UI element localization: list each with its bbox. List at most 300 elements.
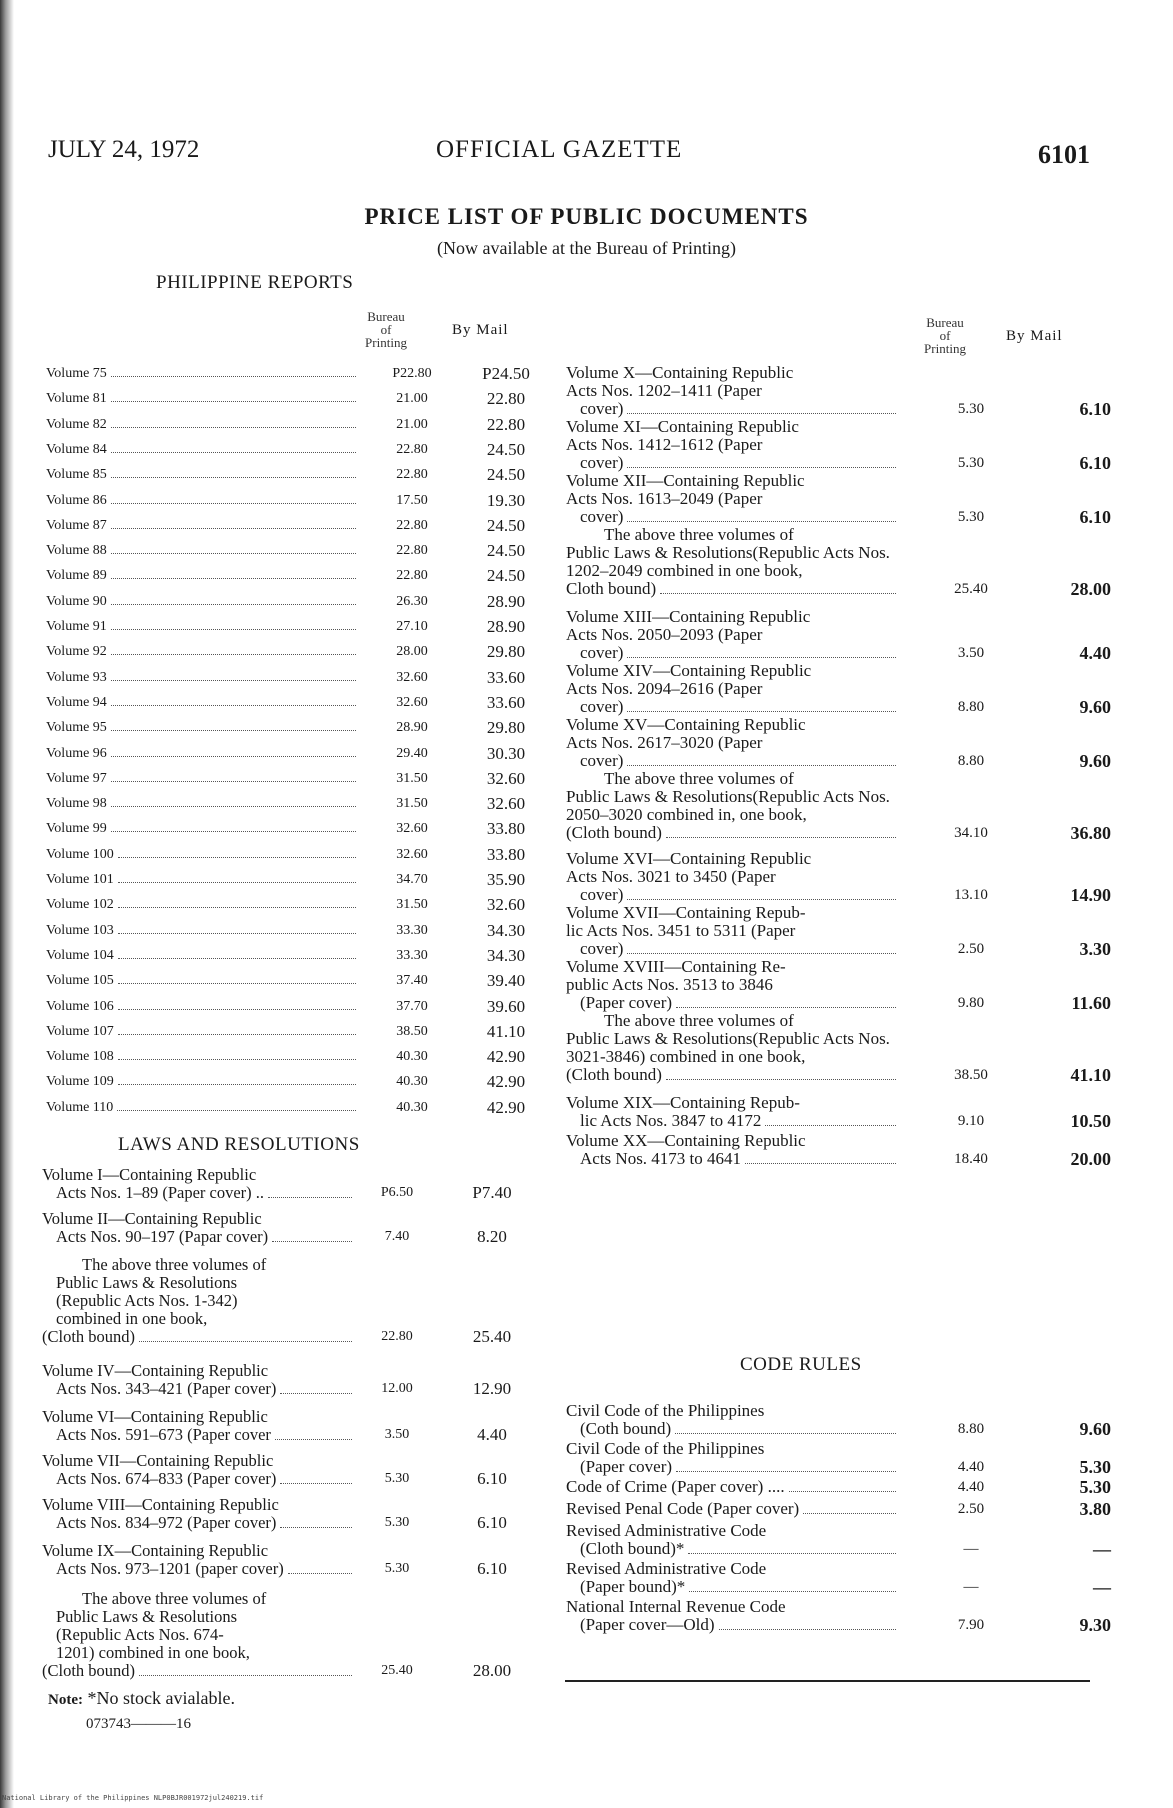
report-row [46, 1020, 566, 1045]
entry-last-line: (Cloth bound) [566, 1065, 662, 1084]
entry-mail-price: 5.30 [1079, 1457, 1111, 1477]
bottom-rule [565, 1680, 1090, 1682]
report-row [46, 995, 566, 1020]
entry-mail-price: 28.00 [472, 1661, 512, 1680]
entry-line: Volume XI—Containing Republic [566, 417, 799, 436]
report-label: Volume 87 [46, 518, 356, 534]
entry-line: Volume XIX—Containing Repub- [566, 1093, 800, 1112]
right-entries-entry [566, 903, 1111, 959]
entry-line: Volume XII—Containing Republic [566, 471, 805, 490]
report-label: Volume 101 [46, 872, 356, 888]
entry-last-line: cover) [580, 885, 624, 904]
report-bureau-price: 37.70 [396, 998, 428, 1014]
laws-entry [42, 1408, 552, 1444]
col-header-mail-left: By Mail [452, 322, 509, 338]
entry-mail-price: 3.30 [1079, 939, 1111, 959]
col-header-mail-right: By Mail [1006, 328, 1063, 344]
print-code: 073743———16 [86, 1716, 191, 1732]
entry-line: Acts Nos. 2617–3020 (Paper [566, 733, 763, 752]
report-row [46, 1096, 566, 1121]
report-mail-price: 35.90 [486, 870, 526, 889]
report-row [46, 893, 566, 918]
report-row [46, 716, 566, 741]
report-mail-price: 28.90 [486, 617, 526, 636]
report-bureau-price: 34.70 [396, 872, 428, 887]
code-entries-entry [566, 1521, 1111, 1559]
entry-bureau-price: 2.50 [957, 941, 985, 957]
col-header-bureau-line3: Printing [365, 335, 407, 350]
right-entries-entry [566, 769, 1111, 843]
report-mail-price: 33.60 [486, 667, 526, 687]
entry-line: 2049 combined in one book, [608, 561, 803, 580]
report-row [46, 1070, 566, 1095]
entry-bureau-price: 7.40 [384, 1229, 410, 1244]
entry-line: Acts Nos. 2094–2616 (Paper [566, 679, 763, 698]
entry-mail-price: 6.10 [1079, 399, 1111, 419]
scan-edge [0, 0, 14, 1808]
right-entries-entry [566, 525, 1111, 599]
right-entries-entry [566, 957, 1111, 1013]
report-bureau-price: 22.80 [396, 517, 428, 533]
entry-bureau-price: 7.90 [957, 1617, 985, 1633]
report-mail-price: 32.60 [486, 794, 526, 814]
entry-line: (Republic Acts Nos. 2050– [566, 787, 890, 824]
entry-last-line: lic Acts Nos. 3847 to 4172 [580, 1111, 762, 1130]
report-row [46, 666, 566, 691]
footnote-label: Note: [48, 1692, 83, 1708]
right-entries-entry [566, 1093, 1111, 1131]
right-entries-entry [566, 661, 1111, 717]
entry-line: The above three volumes of [82, 1255, 267, 1274]
page-number: 6101 [1038, 140, 1090, 169]
entry-bureau-price: 5.30 [384, 1561, 410, 1576]
entry-mail-price: 9.60 [1079, 751, 1111, 771]
report-bureau-price: 31.50 [396, 897, 428, 913]
entry-line: 1201) combined in one book, [56, 1643, 250, 1662]
report-label: Volume 85 [46, 467, 356, 483]
report-mail-price: 24.50 [486, 541, 526, 561]
right-volumes-list [566, 363, 1111, 1324]
right-entries-entry [566, 363, 1111, 419]
entry-mail-price: P7.40 [472, 1183, 512, 1202]
report-mail-price: 30.30 [486, 743, 526, 763]
report-bureau-price: 32.60 [396, 846, 428, 862]
report-row [46, 438, 566, 463]
entry-line: Volume XIII—Containing Republic [566, 607, 811, 626]
entry-bureau-price: — [963, 1579, 979, 1595]
report-mail-price: 29.80 [486, 642, 526, 662]
report-bureau-price: 40.30 [396, 1049, 428, 1065]
footnote [48, 1688, 235, 1709]
report-bureau-price: 40.30 [396, 1099, 428, 1115]
entry-last-line: cover) [580, 507, 624, 526]
report-label: Volume 99 [46, 821, 356, 837]
right-entries-entry [566, 471, 1111, 527]
entry-bureau-price: 3.50 [957, 645, 985, 661]
report-mail-price: 24.50 [486, 465, 526, 485]
entry-line: Volume XV—Containing Republic [566, 715, 806, 734]
entry-line: 3020 combined in, one book, [608, 805, 807, 824]
entry-bureau-price: 5.30 [957, 401, 985, 417]
report-label: Volume 88 [46, 543, 356, 559]
report-row [46, 742, 566, 767]
entry-mail-price: 6.10 [477, 1559, 507, 1578]
report-label: Volume 95 [46, 720, 356, 736]
report-label: Volume 84 [46, 442, 356, 458]
col-header-bureau-line1: Bureau [926, 315, 964, 330]
report-bureau-price: 21.00 [396, 391, 428, 407]
report-row [46, 590, 566, 615]
entry-mail-price: 41.10 [1070, 1065, 1111, 1085]
entry-bureau-price: 13.10 [954, 887, 988, 903]
report-label: Volume 98 [46, 796, 356, 812]
report-label: Volume 96 [46, 746, 356, 762]
entry-bureau-price: 9.10 [957, 1113, 985, 1129]
entry-line: combined in one book, [56, 1309, 208, 1328]
document-title: PRICE LIST OF PUBLIC DOCUMENTS [364, 204, 809, 229]
report-bureau-price: 21.00 [396, 416, 428, 432]
report-mail-price: 33.80 [486, 844, 526, 864]
philippine-reports-list [46, 362, 566, 1122]
entry-last-line: Acts Nos. 973–1201 (paper cover) [56, 1559, 284, 1578]
report-label: Volume 109 [46, 1074, 356, 1090]
entry-line: public Acts Nos. 3513 to 3846 [566, 975, 773, 994]
entry-last-line: Acts Nos. 834–972 (Paper cover) [56, 1513, 277, 1532]
laws-resolutions-list [42, 1165, 552, 1680]
section-code-rules: CODE RULES [740, 1354, 862, 1375]
entry-last-line: Acts Nos. 591–673 (Paper cover [56, 1425, 271, 1444]
report-label: Volume 93 [46, 670, 356, 686]
report-row [46, 944, 566, 969]
report-row [46, 463, 566, 488]
publication-title: OFFICIAL GAZETTE [436, 136, 683, 163]
report-label: Volume 108 [46, 1049, 356, 1065]
right-entries-entry [566, 715, 1111, 771]
report-label: Volume 97 [46, 771, 356, 787]
entry-mail-price: 10.50 [1070, 1111, 1111, 1131]
entry-mail-price: 28.00 [1070, 579, 1111, 599]
entry-last-line: (Paper cover) [580, 993, 673, 1012]
laws-entry [42, 1496, 552, 1532]
report-row [46, 564, 566, 589]
code-entries-entry [566, 1477, 1111, 1497]
entry-line: Acts Nos. 1412–1612 (Paper [566, 435, 763, 454]
entry-last-line: cover) [580, 939, 624, 958]
entry-mail-price: — [1093, 1539, 1111, 1559]
laws-entry [42, 1362, 552, 1398]
entry-bureau-price: 8.80 [957, 753, 985, 769]
report-label: Volume 105 [46, 973, 356, 989]
col-header-bureau-line1: Bureau [367, 309, 405, 324]
entry-mail-price: 9.30 [1079, 1615, 1111, 1635]
laws-entry [42, 1542, 552, 1578]
entry-mail-price: 36.80 [1070, 823, 1111, 843]
entry-bureau-price: 9.80 [957, 995, 985, 1011]
report-row [46, 919, 566, 944]
code-entries-entry [566, 1439, 1111, 1477]
entry-last-line: (Cloth bound) [566, 823, 662, 842]
entry-line: Volume XX—Containing Republic [566, 1131, 806, 1150]
entry-last-line: Code of Crime (Paper cover) .... [566, 1477, 785, 1496]
report-row [46, 1045, 566, 1070]
report-row [46, 514, 566, 539]
entry-bureau-price: 5.30 [957, 455, 985, 471]
report-row [46, 539, 566, 564]
report-label: Volume 90 [46, 594, 356, 610]
report-bureau-price: 32.60 [396, 694, 428, 710]
report-mail-price: 22.80 [486, 414, 526, 434]
report-mail-price: 34.30 [486, 920, 526, 940]
entry-mail-price: 9.60 [1079, 1419, 1111, 1439]
entry-last-line: cover) [580, 751, 624, 770]
document-subtitle: (Now available at the Bureau of Printing) [437, 238, 736, 258]
report-bureau-price: 38.50 [396, 1023, 428, 1039]
report-bureau-price: 27.10 [396, 619, 428, 634]
entry-line: Volume IX—Containing Republic [42, 1541, 269, 1560]
report-mail-price: 33.80 [486, 819, 526, 839]
entry-bureau-price: 2.50 [957, 1501, 985, 1517]
entry-line: The above three volumes of [604, 1011, 794, 1030]
entry-line: Volume XVI—Containing Republic [566, 849, 812, 868]
entry-bureau-price: 5.30 [957, 509, 985, 525]
report-label: Volume 106 [46, 999, 356, 1015]
report-row [46, 691, 566, 716]
scan-footer: National Library of the Philippines NLP0BJR001972jul240219.tif [2, 1794, 264, 1802]
entry-line: Volume X—Containing Republic [566, 363, 794, 382]
entry-bureau-price: 5.30 [384, 1471, 410, 1486]
code-rules-list [566, 1401, 1111, 1678]
entry-last-line: (Paper cover—Old) [580, 1615, 715, 1634]
report-bureau-price: 31.50 [396, 796, 428, 812]
entry-last-line: (Coth bound) [580, 1419, 672, 1438]
report-bureau-price: 33.30 [396, 947, 428, 963]
report-label: Volume 92 [46, 644, 356, 660]
code-entries-entry [566, 1401, 1111, 1439]
entry-bureau-price: 18.40 [954, 1151, 988, 1167]
report-bureau-price: 32.60 [396, 821, 428, 837]
right-entries-entry [566, 417, 1111, 473]
entry-bureau-price: 4.40 [957, 1479, 985, 1495]
col-header-bureau-line2: of [939, 328, 951, 343]
report-bureau-price: 22.80 [396, 467, 428, 483]
col-header-bureau-right [912, 316, 978, 355]
entry-last-line: cover) [580, 643, 624, 662]
entry-line: Volume II—Containing Republic [42, 1209, 262, 1228]
report-mail-price: 32.60 [486, 895, 526, 915]
laws-entry [42, 1210, 552, 1246]
entry-line: Civil Code of the Philippines [566, 1401, 765, 1420]
report-label: Volume 91 [46, 619, 356, 635]
issue-date: JULY 24, 1972 [48, 136, 200, 163]
entry-line: National Internal Revenue Code [566, 1597, 786, 1616]
entry-last-line: (Cloth bound) [42, 1661, 136, 1680]
entry-bureau-price: 3.50 [384, 1427, 410, 1442]
report-mail-price: 41.10 [486, 1021, 526, 1041]
report-mail-price: 42.90 [486, 1097, 526, 1117]
entry-line: Volume XVIII—Containing Re- [566, 957, 786, 976]
report-bureau-price: 32.60 [396, 669, 428, 685]
entry-last-line: Acts Nos. 4173 to 4641 [580, 1149, 742, 1168]
entry-last-line: Acts Nos. 343–421 (Paper cover) [56, 1379, 277, 1398]
entry-mail-price: 25.40 [472, 1327, 512, 1346]
report-row [46, 489, 566, 514]
report-bureau-price: 26.30 [396, 593, 428, 609]
report-mail-price: 24.50 [486, 439, 526, 459]
report-label: Volume 103 [46, 923, 356, 939]
entry-line: Public Laws & Resolutions [566, 787, 753, 806]
report-mail-price: P24.50 [482, 364, 530, 383]
report-label: Volume 86 [46, 493, 356, 509]
report-mail-price: 24.50 [486, 515, 526, 535]
entry-line: lic Acts Nos. 3451 to 5311 (Paper [566, 921, 796, 940]
section-philippine-reports: PHILIPPINE REPORTS [156, 272, 354, 293]
report-label: Volume 94 [46, 695, 356, 711]
entry-line: (Republic Acts Nos. 1-342) [56, 1291, 238, 1310]
entry-last-line: (Cloth bound) [42, 1327, 136, 1346]
entry-mail-price: 6.10 [1079, 453, 1111, 473]
entry-mail-price: 9.60 [1079, 697, 1111, 717]
report-row [46, 615, 566, 640]
report-mail-price: 24.50 [486, 566, 526, 586]
col-header-bureau-line3: Printing [924, 341, 966, 356]
report-mail-price: 39.40 [486, 971, 526, 991]
entry-last-line: cover) [580, 453, 624, 472]
code-entries-entry [566, 1499, 1111, 1519]
entry-last-line: cover) [580, 697, 624, 716]
entry-line: 3846) combined in one book, [605, 1047, 806, 1066]
report-mail-price: 39.60 [486, 996, 526, 1016]
entry-mail-price: 5.30 [1079, 1477, 1111, 1497]
report-label: Volume 75 [46, 366, 356, 382]
entry-line: Acts Nos. 1613–2049 (Paper [566, 489, 763, 508]
entry-line: Revised Administrative Code [566, 1521, 767, 1540]
laws-entry [42, 1166, 552, 1202]
report-label: Volume 107 [46, 1024, 356, 1040]
entry-bureau-price: 25.40 [954, 581, 988, 597]
entry-mail-price: 6.10 [477, 1513, 507, 1532]
report-row [46, 362, 566, 387]
entry-line: (Republic Acts Nos. 3021- [566, 1029, 890, 1066]
report-label: Volume 110 [46, 1100, 356, 1116]
entry-line: Revised Administrative Code [566, 1559, 767, 1578]
entry-line: Volume XIV—Containing Republic [566, 661, 812, 680]
entry-mail-price: 4.40 [1079, 643, 1111, 663]
entry-bureau-price: — [963, 1541, 979, 1557]
report-bureau-price: 22.80 [396, 543, 428, 559]
entry-bureau-price: 34.10 [954, 825, 988, 841]
code-entries-entry [566, 1559, 1111, 1597]
right-entries-entry [566, 849, 1111, 905]
entry-line: Volume I—Containing Republic [42, 1165, 257, 1184]
report-row [46, 413, 566, 438]
footnote-text: *No stock avialable. [87, 1688, 235, 1708]
report-row [46, 792, 566, 817]
report-bureau-price: 28.90 [396, 720, 428, 736]
entry-mail-price: 4.40 [477, 1425, 507, 1444]
report-label: Volume 104 [46, 948, 356, 964]
report-bureau-price: 28.00 [396, 644, 428, 660]
entry-mail-price: 14.90 [1070, 885, 1111, 905]
report-bureau-price: 33.30 [396, 922, 428, 938]
entry-bureau-price: 22.80 [381, 1329, 413, 1344]
entry-mail-price: 3.80 [1079, 1499, 1111, 1519]
entry-line: Acts Nos. 3021 to 3450 (Paper [566, 867, 776, 886]
report-bureau-price: P22.80 [392, 366, 432, 381]
report-label: Volume 102 [46, 897, 356, 913]
laws-entry [42, 1452, 552, 1488]
entry-line: Public Laws & Resolutions [566, 1029, 753, 1048]
entry-line: Volume XVII—Containing Repub- [566, 903, 806, 922]
report-bureau-price: 17.50 [396, 492, 428, 508]
report-mail-price: 33.60 [486, 692, 526, 712]
report-row [46, 843, 566, 868]
entry-mail-price: — [1093, 1577, 1111, 1597]
entry-line: Public Laws & Resolutions [56, 1607, 238, 1626]
entry-bureau-price: 12.00 [381, 1381, 413, 1396]
report-row [46, 868, 566, 893]
entry-line: Acts Nos. 1202–1411 (Paper [566, 381, 762, 400]
entry-last-line: Revised Penal Code (Paper cover) [566, 1499, 800, 1518]
entry-line: Volume VIII—Containing Republic [42, 1495, 279, 1514]
report-row [46, 969, 566, 994]
entry-line: (Republic Acts Nos. 674- [56, 1625, 224, 1644]
entry-last-line: Cloth bound) [566, 579, 657, 598]
report-mail-price: 42.90 [486, 1047, 526, 1067]
entry-line: Public Laws & Resolutions [56, 1273, 238, 1292]
entry-mail-price: 11.60 [1071, 993, 1111, 1013]
report-row [46, 817, 566, 842]
col-header-bureau-line2: of [380, 322, 392, 337]
laws-entry [42, 1256, 552, 1346]
entry-mail-price: 6.10 [1079, 507, 1111, 527]
report-label: Volume 81 [46, 391, 356, 407]
entry-last-line: (Paper cover) [580, 1457, 673, 1476]
report-row [46, 640, 566, 665]
right-entries-entry [566, 607, 1111, 663]
entry-line: The above three volumes of [604, 769, 794, 788]
right-entries-entry [566, 1011, 1111, 1085]
report-mail-price: 28.90 [486, 591, 526, 611]
entry-line: Volume VI—Containing Republic [42, 1407, 268, 1426]
report-bureau-price: 29.40 [396, 745, 428, 761]
report-bureau-price: 31.50 [396, 770, 428, 786]
entry-mail-price: 6.10 [477, 1469, 507, 1488]
report-bureau-price: 37.40 [396, 973, 428, 989]
entry-bureau-price: 25.40 [381, 1663, 413, 1678]
laws-entry [42, 1590, 552, 1680]
report-label: Volume 82 [46, 417, 356, 433]
entry-line: Public Laws & Resolutions [566, 543, 753, 562]
report-bureau-price: 40.30 [396, 1074, 428, 1090]
entry-line: (Republic Acts Nos. 1202– [566, 543, 890, 580]
report-mail-price: 22.80 [486, 389, 526, 409]
entry-bureau-price: 8.80 [957, 699, 985, 715]
right-entries-entry [566, 1131, 1111, 1169]
entry-bureau-price: 8.80 [957, 1421, 985, 1437]
report-bureau-price: 22.80 [396, 568, 428, 584]
report-mail-price: 29.80 [486, 718, 526, 738]
report-row [46, 767, 566, 792]
col-header-bureau-left [356, 310, 416, 349]
entry-bureau-price: 4.40 [957, 1459, 985, 1475]
entry-last-line: (Cloth bound)* [580, 1539, 685, 1558]
entry-bureau-price: P6.50 [380, 1185, 414, 1200]
entry-last-line: (Paper bound)* [580, 1577, 686, 1596]
page-header [48, 136, 1090, 176]
section-laws-resolutions: LAWS AND RESOLUTIONS [118, 1134, 360, 1155]
entry-last-line: Acts Nos. 90–197 (Papar cover) [56, 1227, 269, 1246]
entry-bureau-price: 5.30 [384, 1515, 410, 1530]
